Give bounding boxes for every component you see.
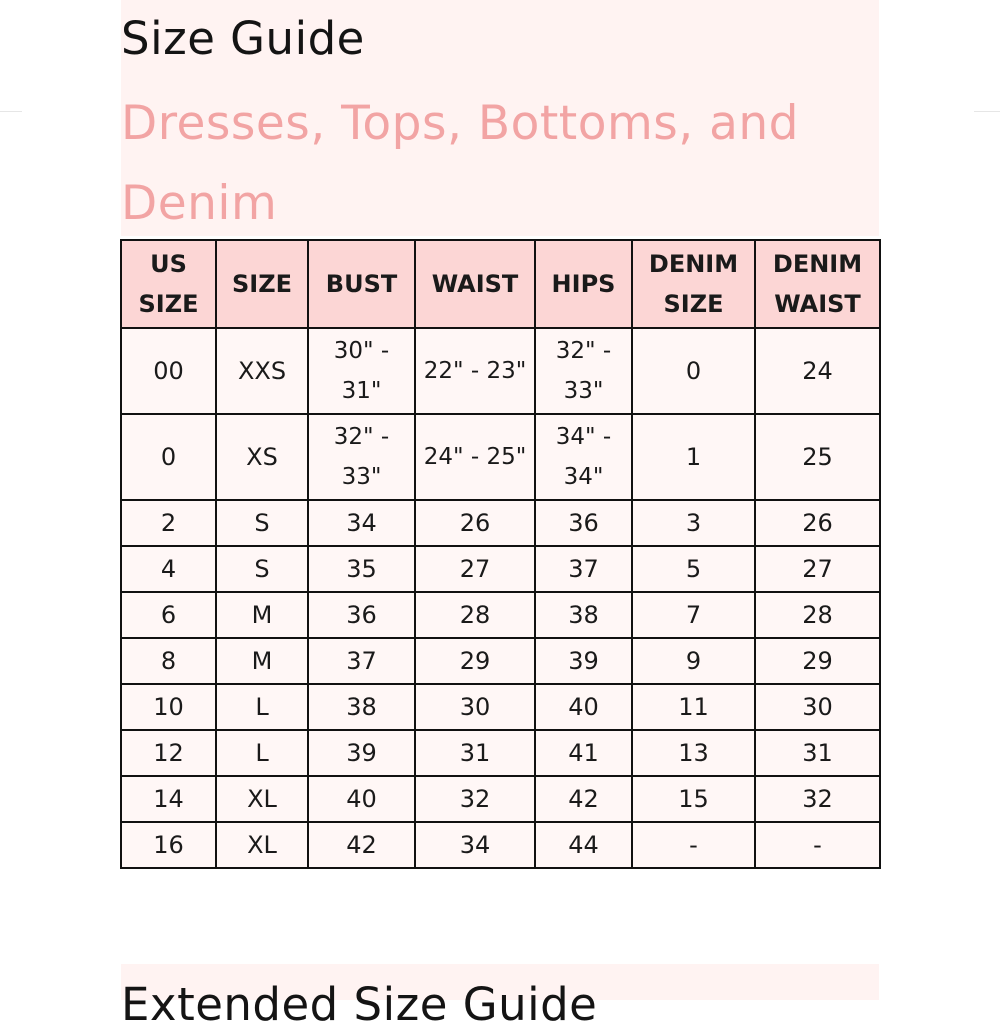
cell-bust: 36 xyxy=(308,592,415,638)
header-size: SIZE xyxy=(216,240,308,328)
cell-denim-size: 1 xyxy=(632,414,755,500)
table-row xyxy=(121,546,880,592)
cell-denim-size: 3 xyxy=(632,500,755,546)
cell-us-size: 10 xyxy=(121,684,216,730)
cell-us-size: 16 xyxy=(121,822,216,868)
cell-size: L xyxy=(216,730,308,776)
table-row xyxy=(121,638,880,684)
table-row xyxy=(121,414,880,500)
size-chart-table xyxy=(120,239,881,869)
cell-bust: 32" - 33" xyxy=(308,414,415,500)
cell-size: L xyxy=(216,684,308,730)
header-bust: BUST xyxy=(308,240,415,328)
cell-denim-waist: 27 xyxy=(755,546,880,592)
table-header-row xyxy=(121,240,880,328)
cell-size: S xyxy=(216,546,308,592)
cell-hips: 32" - 33" xyxy=(535,328,632,414)
cell-waist: 22" - 23" xyxy=(415,328,535,414)
table-row xyxy=(121,328,880,414)
cell-waist: 28 xyxy=(415,592,535,638)
cell-bust: 42 xyxy=(308,822,415,868)
cell-denim-waist: 25 xyxy=(755,414,880,500)
cell-hips: 44 xyxy=(535,822,632,868)
cell-us-size: 2 xyxy=(121,500,216,546)
page-title: Size Guide xyxy=(121,12,365,65)
cell-bust: 38 xyxy=(308,684,415,730)
cell-us-size: 4 xyxy=(121,546,216,592)
cell-denim-size: 9 xyxy=(632,638,755,684)
cell-bust: 34 xyxy=(308,500,415,546)
cell-denim-size: 0 xyxy=(632,328,755,414)
cell-bust: 40 xyxy=(308,776,415,822)
cell-us-size: 8 xyxy=(121,638,216,684)
cell-us-size: 12 xyxy=(121,730,216,776)
table-row xyxy=(121,500,880,546)
cell-denim-waist: 32 xyxy=(755,776,880,822)
cell-size: S xyxy=(216,500,308,546)
table-row xyxy=(121,592,880,638)
cell-size: M xyxy=(216,638,308,684)
cell-waist: 24" - 25" xyxy=(415,414,535,500)
cell-denim-waist: 31 xyxy=(755,730,880,776)
right-divider-line xyxy=(974,111,1000,112)
cell-us-size: 0 xyxy=(121,414,216,500)
header-denim-waist: DENIM WAIST xyxy=(755,240,880,328)
cell-size: XL xyxy=(216,776,308,822)
cell-denim-waist: 28 xyxy=(755,592,880,638)
cell-size: XXS xyxy=(216,328,308,414)
table-row xyxy=(121,730,880,776)
cell-waist: 27 xyxy=(415,546,535,592)
cell-size: XL xyxy=(216,822,308,868)
cell-hips: 37 xyxy=(535,546,632,592)
cell-waist: 31 xyxy=(415,730,535,776)
cell-denim-size: 15 xyxy=(632,776,755,822)
cell-denim-waist: 24 xyxy=(755,328,880,414)
header-hips: HIPS xyxy=(535,240,632,328)
cell-denim-waist: 26 xyxy=(755,500,880,546)
header-us-size: US SIZE xyxy=(121,240,216,328)
section-subtitle: Dresses, Tops, Bottoms, and Denim xyxy=(121,96,800,231)
cell-size: XS xyxy=(216,414,308,500)
cell-hips: 34" - 34" xyxy=(535,414,632,500)
table-row xyxy=(121,776,880,822)
extended-size-guide-title: Extended Size Guide xyxy=(121,978,598,1031)
cell-size: M xyxy=(216,592,308,638)
cell-denim-size: 5 xyxy=(632,546,755,592)
cell-us-size: 6 xyxy=(121,592,216,638)
cell-denim-waist: - xyxy=(755,822,880,868)
cell-denim-size: 13 xyxy=(632,730,755,776)
cell-denim-size: 7 xyxy=(632,592,755,638)
cell-hips: 36 xyxy=(535,500,632,546)
cell-waist: 30 xyxy=(415,684,535,730)
extended-size-guide-panel xyxy=(121,964,879,1031)
cell-us-size: 14 xyxy=(121,776,216,822)
table-row xyxy=(121,684,880,730)
left-divider-line xyxy=(0,111,22,112)
cell-denim-waist: 29 xyxy=(755,638,880,684)
cell-hips: 42 xyxy=(535,776,632,822)
cell-bust: 39 xyxy=(308,730,415,776)
header-waist: WAIST xyxy=(415,240,535,328)
header-denim-size: DENIM SIZE xyxy=(632,240,755,328)
cell-hips: 38 xyxy=(535,592,632,638)
cell-waist: 26 xyxy=(415,500,535,546)
cell-hips: 40 xyxy=(535,684,632,730)
cell-bust: 35 xyxy=(308,546,415,592)
cell-waist: 34 xyxy=(415,822,535,868)
cell-us-size: 00 xyxy=(121,328,216,414)
cell-denim-size: - xyxy=(632,822,755,868)
cell-waist: 32 xyxy=(415,776,535,822)
cell-hips: 41 xyxy=(535,730,632,776)
cell-hips: 39 xyxy=(535,638,632,684)
cell-denim-size: 11 xyxy=(632,684,755,730)
table-row xyxy=(121,822,880,868)
cell-bust: 37 xyxy=(308,638,415,684)
cell-waist: 29 xyxy=(415,638,535,684)
cell-bust: 30" - 31" xyxy=(308,328,415,414)
cell-denim-waist: 30 xyxy=(755,684,880,730)
